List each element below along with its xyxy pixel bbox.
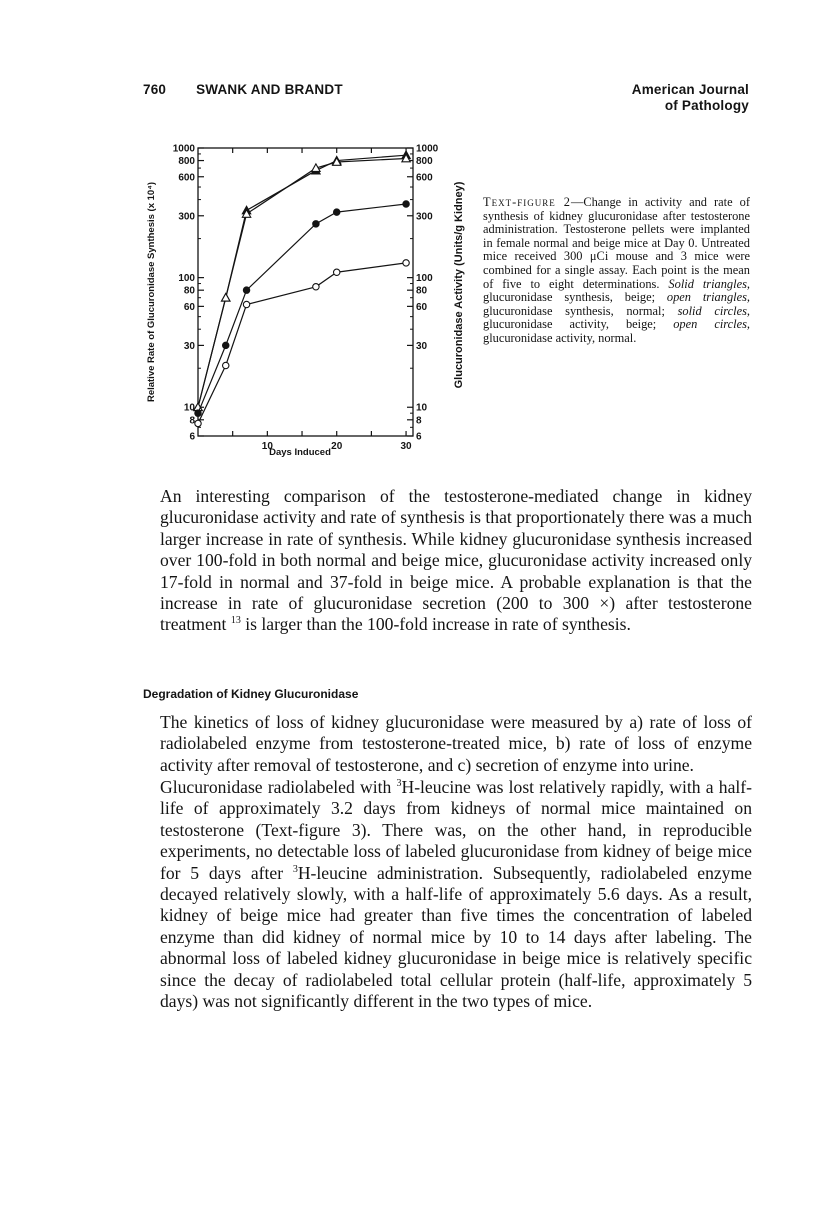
y-tick-label-right: 30 [416,340,428,352]
chart-svg [140,140,480,460]
paragraph-kinetics [160,712,752,776]
caption-open-triangles: open triangles, [666,290,751,305]
text-figure-2-chart [140,140,480,460]
paragraph-1-end: is larger than the 100-fold increase in rate of synthesis. [240,614,631,635]
y-tick-label-right: 600 [416,172,433,184]
caption-text-5: glucuronidase activity, normal. [483,330,637,345]
figure-caption [483,196,750,346]
x-axis [233,148,412,452]
y-tick-label-left: 100 [178,273,195,285]
y-tick-label-left: 8 [189,415,195,427]
data-point-circle [313,284,319,290]
y-axis-left [173,144,204,443]
data-point-circle [195,410,201,416]
y-tick-label-right: 8 [416,415,422,427]
paragraph-2-text: The kinetics of loss of kidney glucuronidase were measured by a) rate of loss of radiolabeled enzyme from testosterone-treated mice, b) rate of loss of enzyme activity after removal of testosterone, and c) secretion of enzyme into urine. [160,712,752,775]
caption-text: —Change in activity and rate of synthesis of kidney glucuronidase after testosterone administration. Testosterone pellets were implanted in female normal and beige mice at Day 0. Untreated mice received 300 μCi mouse and 3 mice were combined for a single assay. Each point is the mean of five to eight determinations. [483,195,750,291]
data-point-circle [243,301,249,307]
y-axis-label-left: Relative Rate of Glucuronidase Synthesis (x 10⁴) [146,181,157,403]
y-tick-label-right: 10 [416,402,428,414]
data-point-circle [223,342,229,348]
y-tick-label-left: 1000 [172,143,195,155]
series-line [198,263,406,424]
running-header-journal [632,82,749,114]
y-tick-label-right: 800 [416,156,433,168]
plot-frame [198,148,413,436]
caption-label: Text-figure 2 [483,195,571,209]
y-tick-label-right: 80 [416,285,428,297]
y-tick-label-left: 300 [178,211,195,223]
data-point-circle [195,420,201,426]
data-point-triangle [222,294,230,302]
paragraph-1-text: An interesting comparison of the testosterone-mediated change in kidney glucuronidase activity and rate of synthesis is that proportionately there was a much larger increase in rate of synthesis. While kidney glucuronidase synthesis increased over 100-fold in both normal and beige mice, glucuronidase activity increased only 17-fold in normal and 37-fold in beige mice. A probable explanation is that the increase in rate of glucuronidase secretion (200 to 300 ×) after testosterone treatment [160,486,752,635]
superscript-3a: 3 [396,778,402,790]
caption-text-2: glucuronidase synthesis, beige; [483,290,667,305]
page-number: 760 [143,82,167,97]
caption-solid-circles: solid circles, [677,303,750,318]
y-tick-label-left: 60 [183,301,195,313]
data-point-circle [403,260,409,266]
caption-solid-triangles: Solid triangles, [668,276,750,291]
series-line [198,155,406,407]
caption-open-circles: open circles, [673,317,750,332]
section-heading: Degradation of Kidney Glucuronidase [143,687,359,701]
y-tick-label-right: 60 [416,301,428,313]
y-axis-label-right: Glucuronidase Activity (Units/g Kidney) [453,181,465,389]
reference-13: 13 [230,615,241,627]
data-point-circle [313,221,319,227]
y-tick-label-left: 80 [183,285,195,297]
running-authors: SWANK AND BRANDT [196,82,343,97]
y-tick-label-left: 10 [183,402,195,414]
caption-text-4: glucuronidase activity, beige; [483,317,674,332]
y-tick-label-right: 100 [416,273,433,285]
paragraph-3-text-a: Glucuronidase radiolabeled with [160,777,397,797]
caption-text-3: glucuronidase synthesis, normal; [483,303,678,318]
data-point-circle [223,362,229,368]
y-tick-label-right: 300 [416,211,433,223]
series-layer [194,151,410,427]
x-tick-label: 20 [331,441,343,452]
paragraph-radiolabel [160,777,752,1012]
series-line [198,204,406,413]
data-point-circle [334,209,340,215]
y-tick-label-left: 30 [183,340,195,352]
superscript-3b: 3 [292,863,298,875]
y-tick-label-right: 6 [416,431,422,443]
data-point-circle [403,201,409,207]
y-tick-label-right: 1000 [416,143,439,155]
running-header-left [143,82,343,97]
y-tick-label-left: 600 [178,172,195,184]
series-line [198,158,406,407]
paragraph-comparison [160,486,752,636]
journal-name-line1: American Journal [631,82,749,97]
journal-name-line2: of Pathology [664,98,749,113]
x-axis-label: Days Induced [269,447,331,458]
data-point-circle [334,269,340,275]
y-tick-label-left: 6 [189,431,195,443]
x-tick-label: 10 [261,441,273,452]
data-point-circle [243,287,249,293]
y-axis-right [407,144,439,443]
paragraph-3-text-b: H-leucine was lost relatively rapidly, with a half-life of approximately 3.2 days from kidneys of normal mice maintained on testosterone (Text-figure 3). There was, on the other hand, in reproducible experiments, no detectable loss of labeled glucuronidase from kidney of beige mice for 5 days after [160,777,752,883]
y-tick-label-left: 800 [178,156,195,168]
x-tick-label: 30 [400,441,412,452]
paragraph-3-text-c: H-leucine administration. Subsequently, radiolabeled enzyme decayed relatively slowly, with a half-life of approximately 5.6 days. As a result, kidney of beige mice had greater than five times the concentration of labeled enzyme than did kidney of normal mice by 10 to 14 days after labeling. The abnormal loss of labeled kidney glucuronidase in beige mice is relatively specific since the decay of radiolabeled total cellular protein (half-life, approximately 5 days) was not significantly different in the two types of mice. [160,862,752,1012]
